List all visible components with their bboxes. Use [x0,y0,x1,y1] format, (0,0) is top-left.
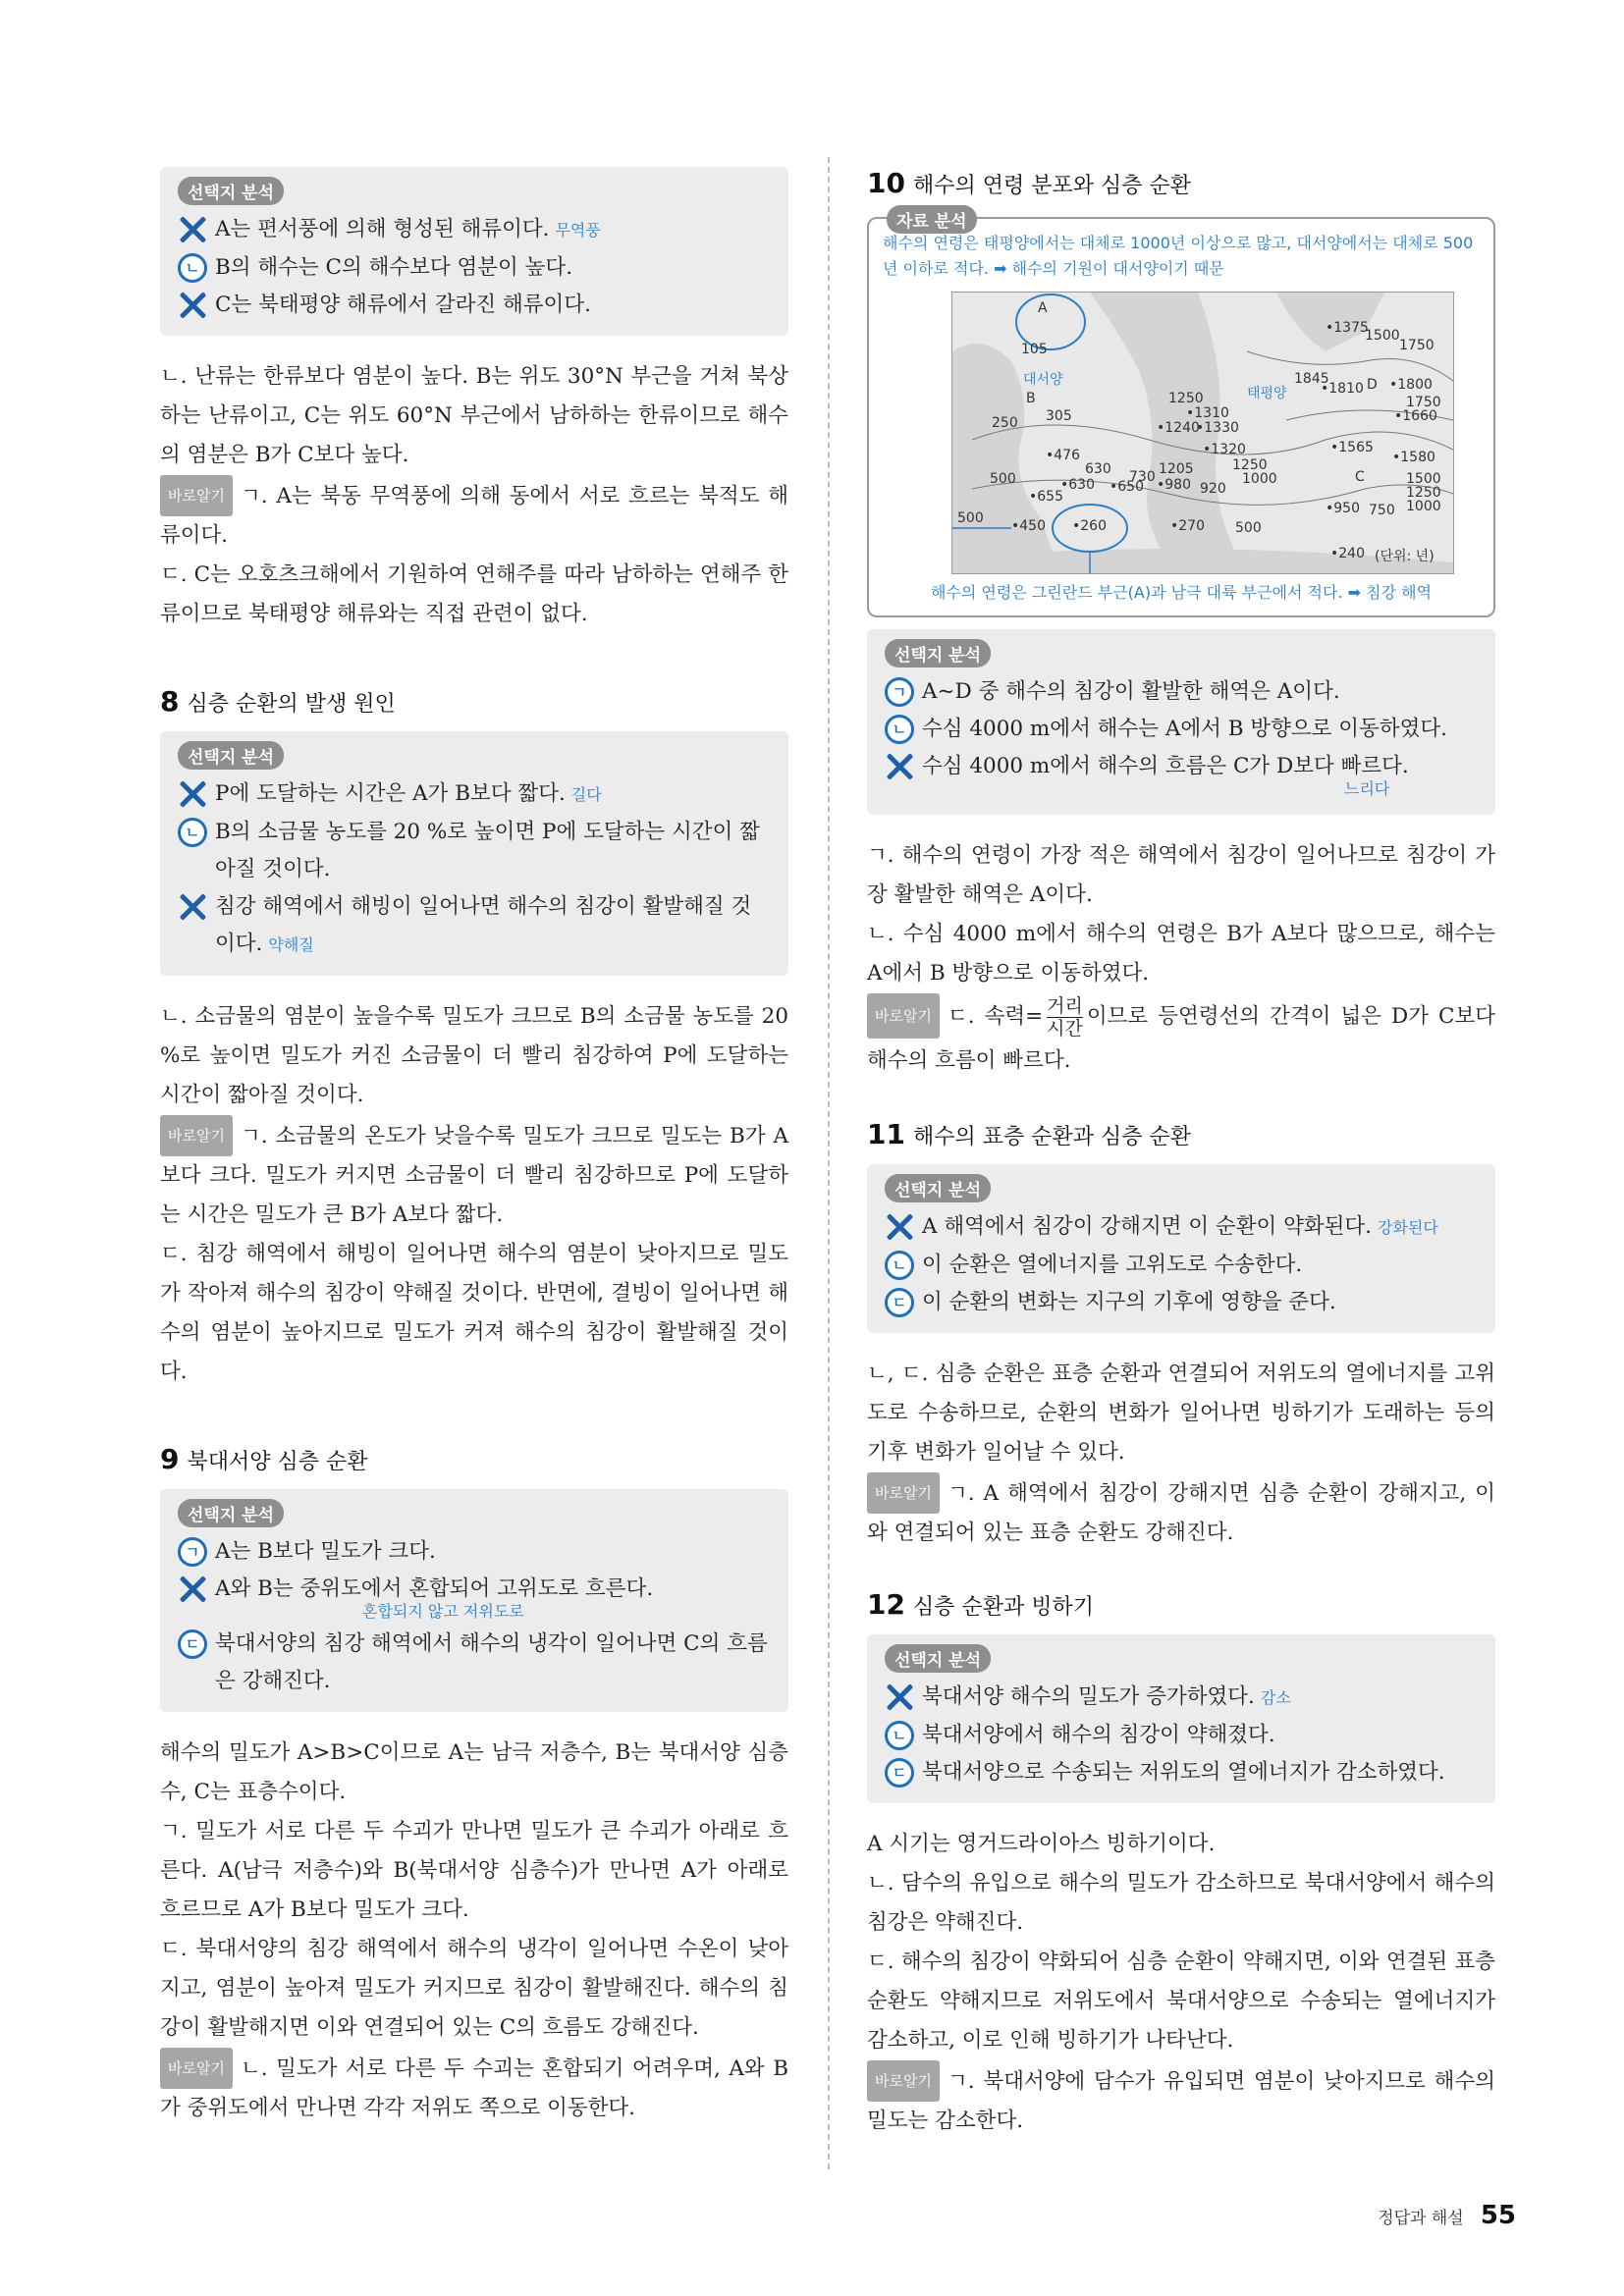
wrong-mark-icon [178,1575,207,1604]
map-label: •476 [1046,448,1080,463]
correct-mark-icon: ㄷ [885,1288,914,1317]
correct-mark-icon: ㄷ [885,1758,914,1788]
map-label: •1565 [1330,440,1374,455]
correct-mark-icon: ㄴ [178,253,207,283]
explanation-paragraph: 해수의 밀도가 A>B>C이므로 A는 남극 저층수, B는 북대서양 심층수, C는 표층수이다. [160,1740,788,1804]
correction-note: 길다 [570,785,602,804]
question-title: 10 해수의 연령 분포와 심층 순환 [867,167,1191,199]
explanation-paragraph: ㄱ. 해수의 연령이 가장 적은 해역에서 침강이 일어나므로 침강이 가장 활발한 해역은 A이다. [867,843,1495,907]
speed-fraction: $\frac{\text{거리}}{\text{시간}}$ [1047,994,1083,1040]
q10-choice-analysis [867,629,1495,815]
choice-analysis-badge: 선택지 분석 [178,741,284,770]
correct-mark-icon: ㄷ [178,1629,207,1659]
option-row: ㄷ 북대서양의 침강 해역에서 해수의 냉각이 일어나면 C의 흐름은 강해진다. [178,1626,771,1700]
left-column [160,167,788,2128]
map-label: 105 [1021,342,1048,357]
wrong-mark-icon [178,779,207,809]
explanation-paragraph: A 시기는 영거드라이아스 빙하기이다. [867,1831,1216,1856]
option-row: ㄴ 북대서양에서 해수의 침강이 약해졌다. [885,1717,1478,1754]
ocean-age-map [951,292,1454,574]
explanation-paragraph: 바로알기 ㄴ. 밀도가 서로 다른 두 수괴는 혼합되기 어려우며, A와 B가 중위도에서 만나면 각각 저위도 쪽으로 이동한다. [160,2048,788,2128]
map-label: 920 [1200,481,1226,497]
q9-choice-analysis [160,1489,788,1712]
option-row: P에 도달하는 시간은 A가 B보다 짧다. 길다 [178,775,771,814]
question-12 [867,1588,1495,2141]
map-label: 730 [1129,469,1156,485]
map-label-atlantic: 대서양 [1023,372,1063,388]
map-label: 1500 [1365,328,1400,344]
wrong-mark-icon [885,752,914,781]
explanation-paragraph: 바로알기 ㄱ. A 해역에서 침강이 강해지면 심층 순환이 강해지고, 이와 연결되어 있는 표층 순환도 강해진다. [867,1472,1495,1553]
map-caption: 해수의 연령은 그린란드 부근(A)과 남극 대륙 부근에서 적다. ➡ 침강 해역 [930,583,1433,602]
correction-tag: 바로알기 [867,1472,940,1514]
choice-analysis-badge: 선택지 분석 [178,177,284,205]
question-11 [867,1118,1495,1553]
data-analysis-box [867,212,1495,617]
page-number: 55 [1480,2201,1516,2230]
correction-note: 느리다 [1344,779,1390,798]
option-row [178,287,771,324]
map-label: •1375 [1326,320,1369,336]
wrong-mark-icon [885,1212,914,1242]
explanation-paragraph: ㄴ. 수심 4000 m에서 해수의 연령은 B가 A보다 많으므로, 해수는 A에서 B 방향으로 이동하였다. [867,922,1495,986]
explanation-paragraph: ㄴ. 난류는 한류보다 염분이 높다. B는 위도 30°N 부근을 거쳐 북상하는 난류이고, C는 위도 60°N 부근에서 남하하는 한류이므로 해수의 염분은 B가 C보다 높다. [160,364,788,467]
question-title: 12 심층 순환과 빙하기 [867,1587,1094,1621]
map-label: 1750 [1399,338,1435,353]
explanation-paragraph: ㄷ. 북대서양의 침강 해역에서 해수의 냉각이 일어나면 수온이 낮아지고, 염분이 높아져 밀도가 커지므로 침강이 활발해진다. 해수의 침강이 활발해지면 이와 연결되어 있는 C의 흐름도 강해진다. [160,1937,788,2040]
question-10 [867,167,1495,1083]
option-row: 침강 해역에서 해빙이 일어나면 해수의 침강이 활발해질 것이다. 약해질 [178,888,771,964]
map-label: •270 [1170,518,1205,534]
correction-tag: 바로알기 [160,475,233,516]
correct-mark-icon: ㄴ [885,1251,914,1280]
option-row: A와 B는 중위도에서 혼합되어 고위도로 흐른다. 혼합되지 않고 저위도로 [178,1571,771,1626]
map-unit-label: (단위: 년) [1375,549,1435,564]
option-row [178,249,771,287]
map-label: •950 [1326,501,1360,516]
map-label: 1500 [1406,471,1441,487]
map-label: 500 [990,471,1016,487]
correction-note: 무역풍 [555,221,601,240]
map-label: 1000 [1242,471,1277,487]
correction-tag: 바로알기 [867,2060,940,2102]
option-row: 북대서양 해수의 밀도가 증가하였다. 감소 [885,1679,1478,1717]
explanation-paragraph: ㄷ. 해수의 침강이 약화되어 심층 순환이 약해지면, 이와 연결된 표층 순환도 약해지므로 저위도에서 북대서양으로 수송되는 열에너지가 감소하고, 이로 인해 빙하기가 나타난다. [867,1949,1495,2053]
map-label: •1320 [1203,442,1246,457]
option-row: 수심 4000 m에서 해수의 흐름은 C가 D보다 빠르다. 느리다 [885,748,1478,803]
q8-choice-analysis [160,731,788,976]
choice-analysis-badge: 선택지 분석 [885,639,991,667]
map-label: •1800 [1389,377,1433,393]
explanation-paragraph: 바로알기 ㄱ. 소금물의 온도가 낮을수록 밀도가 크므로 밀도는 B가 A보다 크다. 밀도가 커지면 소금물이 더 빨리 침강하므로 P에 도달하는 시간은 밀도가 큰 B가 A보다 짧다. [160,1115,788,1235]
map-label: •630 [1060,477,1095,493]
question-title: 11 해수의 표층 순환과 심층 순환 [867,1117,1191,1150]
explanation-paragraph: 바로알기 ㄷ. 속력= $\frac{\text{거리}}{\text{시간}}$ 이므로 등연령선의 간격이 넓은 D가 C보다 해수의 흐름이 빠르다. [867,994,1495,1073]
option-row: ㄴ B의 소금물 농도를 20 %로 높이면 P에 도달하는 시간이 짧아질 것이다. [178,814,771,888]
map-label: •650 [1110,479,1144,495]
column-divider [828,157,830,2169]
explanation-paragraph: ㄴ. 담수의 유입으로 해수의 밀도가 감소하므로 북대서양에서 해수의 침강은 약해진다. [867,1870,1495,1935]
right-column [867,167,1495,2141]
correction-note: 혼합되지 않고 저위도로 [362,1602,524,1621]
map-label: •240 [1330,546,1365,561]
explanation-paragraph: ㄴ, ㄷ. 심층 순환은 표층 순환과 연결되어 저위도의 열에너지를 고위도로 수송하므로, 순환의 변화가 일어나면 빙하기가 도래하는 등의 기후 변화가 일어날 수 있다. [867,1361,1495,1465]
footer-text: 정답과 해설 [1378,2209,1464,2228]
question-9 [160,1443,788,2128]
question-title: 8 심층 순환의 발생 원인 [160,685,396,718]
map-label: 1000 [1406,499,1441,514]
explanation-paragraph: ㄷ. 침강 해역에서 해빙이 일어나면 해수의 염분이 낮아지므로 밀도가 작아져 해수의 침강이 약해질 것이다. 반면에, 결빙이 일어나면 해수의 염분이 높아지므로 밀도가 커져 해수의 침강이 활발해질 것이다. [160,1242,788,1384]
map-label: 750 [1369,503,1395,518]
map-label: •1310 [1186,405,1229,421]
correction-tag: 바로알기 [160,1115,233,1156]
map-label: •1810 [1321,381,1364,397]
map-label: 500 [1235,520,1262,536]
question-8 [160,685,788,1392]
choice-analysis-badge: 선택지 분석 [178,1499,284,1527]
correction-note: 약해질 [268,935,314,954]
map-label-D: D [1367,377,1378,393]
wrong-mark-icon [178,215,207,244]
map-label-pacific: 태평양 [1247,386,1287,401]
explanation-paragraph: 바로알기 ㄱ. 북대서양에 담수가 유입되면 염분이 낮아지므로 해수의 밀도는 감소한다. [867,2060,1495,2141]
map-label: •1580 [1392,450,1435,465]
wrong-mark-icon [178,291,207,320]
map-label-C: C [1355,469,1365,485]
data-analysis-text: 해수의 연령은 태평양에서는 대체로 1000년 이상으로 많고, 대서양에서는 대체로 500년 이하로 적다. ➡ 해수의 기원이 대서양이기 때문 [883,234,1474,278]
question-title: 9 북대서양 심층 순환 [160,1443,368,1475]
explanation-paragraph: ㄱ. 밀도가 서로 다른 두 수괴가 만나면 밀도가 큰 수괴가 아래로 흐른다. A(남극 저층수)와 B(북대서양 심층수)가 만나면 A가 아래로 흐르므로 A가 B보다 밀도가 크다. [160,1819,788,1922]
map-label: •1330 [1196,420,1239,436]
map-label: •655 [1029,489,1063,505]
option-row: ㄱ A는 B보다 밀도가 크다. [178,1533,771,1571]
map-label: 1750 [1406,395,1441,410]
option-row: ㄴ 수심 4000 m에서 해수는 A에서 B 방향으로 이동하였다. [885,711,1478,748]
data-analysis-badge: 자료 분석 [887,205,977,234]
correction-note: 강화된다 [1377,1217,1438,1237]
map-label: 250 [992,415,1018,431]
option-row [178,211,771,249]
map-label: 500 [957,510,984,526]
correction-tag: 바로알기 [160,2048,233,2089]
map-label: 305 [1046,408,1072,424]
map-label: 1250 [1168,391,1204,406]
map-label: •1660 [1394,408,1437,424]
map-label: •260 [1072,518,1107,534]
map-label: 630 [1085,461,1111,477]
option-text: C는 북태평양 해류에서 갈라진 해류이다. [215,293,591,317]
correction-tag: 바로알기 [867,993,940,1039]
correct-mark-icon: ㄱ [178,1537,207,1567]
option-row: ㄷ 이 순환의 변화는 지구의 기후에 영향을 준다. [885,1284,1478,1321]
map-label: •1240 [1157,420,1200,436]
map-label: 1845 [1294,371,1329,387]
map-label: 1250 [1232,457,1268,473]
q12-choice-analysis [867,1634,1495,1803]
q7-choice-analysis [160,167,788,336]
option-row: A 해역에서 침강이 강해지면 이 순환이 약화된다. 강화된다 [885,1208,1478,1247]
correct-mark-icon: ㄱ [885,677,914,707]
map-label: •980 [1157,477,1191,493]
option-text: A는 편서풍에 의해 형성된 해류이다. [215,217,550,241]
explanation-paragraph: 바로알기 ㄱ. A는 북동 무역풍에 의해 동에서 서로 흐르는 북적도 해류이다. [160,475,788,556]
correction-note: 감소 [1260,1687,1291,1707]
map-label: •450 [1011,518,1046,534]
option-row: ㄱ A~D 중 해수의 침강이 활발한 해역은 A이다. [885,673,1478,711]
explanation-paragraph: ㄷ. C는 오호츠크해에서 기원하여 연해주를 따라 남하하는 연해주 한류이므로 북태평양 해류와는 직접 관련이 없다. [160,562,788,626]
choice-analysis-badge: 선택지 분석 [885,1644,991,1673]
page-footer [1378,2201,1516,2230]
choice-analysis-badge: 선택지 분석 [885,1174,991,1202]
map-label-B: B [1026,391,1036,406]
explanation-paragraph: ㄴ. 소금물의 염분이 높을수록 밀도가 크므로 B의 소금물 농도를 20 %로 높이면 밀도가 커진 소금물이 더 빨리 침강하여 P에 도달하는 시간이 짧아질 것이다. [160,1004,788,1107]
wrong-mark-icon [178,892,207,922]
map-label: 1250 [1406,485,1441,501]
map-label: 1205 [1159,461,1194,477]
option-row: ㄴ 이 순환은 열에너지를 고위도로 수송한다. [885,1247,1478,1284]
wrong-mark-icon [885,1682,914,1712]
correct-mark-icon: ㄴ [885,1721,914,1750]
map-label-A: A [1038,300,1048,316]
correct-mark-icon: ㄴ [178,818,207,847]
option-row: ㄷ 북대서양으로 수송되는 저위도의 열에너지가 감소하였다. [885,1754,1478,1791]
q11-choice-analysis [867,1164,1495,1333]
correct-mark-icon: ㄴ [885,715,914,744]
option-text: B의 해수는 C의 해수보다 염분이 높다. [215,255,573,280]
